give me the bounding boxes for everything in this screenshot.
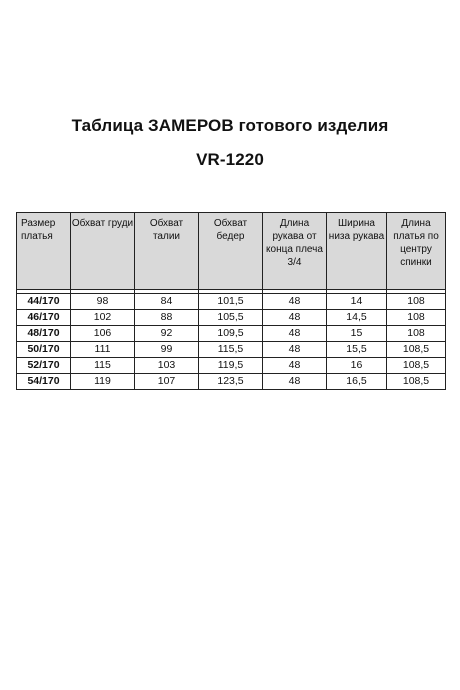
model-code: VR-1220	[196, 150, 264, 169]
table-header	[17, 213, 446, 290]
cell-hips: 115,5	[199, 342, 263, 358]
cell-waist: 92	[135, 326, 199, 342]
cell-sleeve-length: 48	[263, 342, 327, 358]
table-row	[17, 374, 446, 390]
cell-chest: 111	[71, 342, 135, 358]
cell-chest: 102	[71, 310, 135, 326]
header-sleeve-length: Длина рукава от конца плеча 3/4	[263, 213, 327, 290]
cell-dress-length: 108	[387, 326, 446, 342]
cell-sleeve-length: 48	[263, 358, 327, 374]
cell-waist: 88	[135, 310, 199, 326]
cell-sleeve-width: 16,5	[327, 374, 387, 390]
table-row	[17, 342, 446, 358]
cell-sleeve-width: 15,5	[327, 342, 387, 358]
cell-hips: 123,5	[199, 374, 263, 390]
header-waist: Обхват талии	[135, 213, 199, 290]
cell-chest: 119	[71, 374, 135, 390]
cell-size: 44/170	[17, 294, 71, 310]
cell-waist: 99	[135, 342, 199, 358]
cell-sleeve-width: 14	[327, 294, 387, 310]
cell-waist: 84	[135, 294, 199, 310]
cell-sleeve-length: 48	[263, 326, 327, 342]
cell-size: 52/170	[17, 358, 71, 374]
cell-sleeve-width: 16	[327, 358, 387, 374]
header-hips: Обхват бедер	[199, 213, 263, 290]
cell-size: 46/170	[17, 310, 71, 326]
cell-dress-length: 108	[387, 294, 446, 310]
cell-chest: 106	[71, 326, 135, 342]
cell-sleeve-width: 14,5	[327, 310, 387, 326]
measurements-table	[16, 212, 446, 390]
header-size: Размер платья	[17, 213, 71, 290]
header-sleeve-width: Ширина низа рукава	[327, 213, 387, 290]
table-row	[17, 294, 446, 310]
cell-hips: 105,5	[199, 310, 263, 326]
cell-dress-length: 108,5	[387, 358, 446, 374]
cell-waist: 107	[135, 374, 199, 390]
cell-dress-length: 108,5	[387, 342, 446, 358]
table-row	[17, 310, 446, 326]
table-row	[17, 326, 446, 342]
cell-sleeve-length: 48	[263, 310, 327, 326]
cell-sleeve-length: 48	[263, 294, 327, 310]
cell-waist: 103	[135, 358, 199, 374]
table-body	[17, 290, 446, 390]
cell-dress-length: 108,5	[387, 374, 446, 390]
header-row	[17, 213, 446, 290]
cell-hips: 119,5	[199, 358, 263, 374]
cell-hips: 109,5	[199, 326, 263, 342]
header-chest: Обхват груди	[71, 213, 135, 290]
cell-sleeve-width: 15	[327, 326, 387, 342]
page-title: Таблица ЗАМЕРОВ готового изделия	[71, 116, 389, 135]
cell-chest: 115	[71, 358, 135, 374]
cell-size: 50/170	[17, 342, 71, 358]
cell-size: 54/170	[17, 374, 71, 390]
cell-hips: 101,5	[199, 294, 263, 310]
header-dress-length: Длина платья по центру спинки	[387, 213, 446, 290]
cell-sleeve-length: 48	[263, 374, 327, 390]
cell-size: 48/170	[17, 326, 71, 342]
cell-dress-length: 108	[387, 310, 446, 326]
cell-chest: 98	[71, 294, 135, 310]
table-row	[17, 358, 446, 374]
